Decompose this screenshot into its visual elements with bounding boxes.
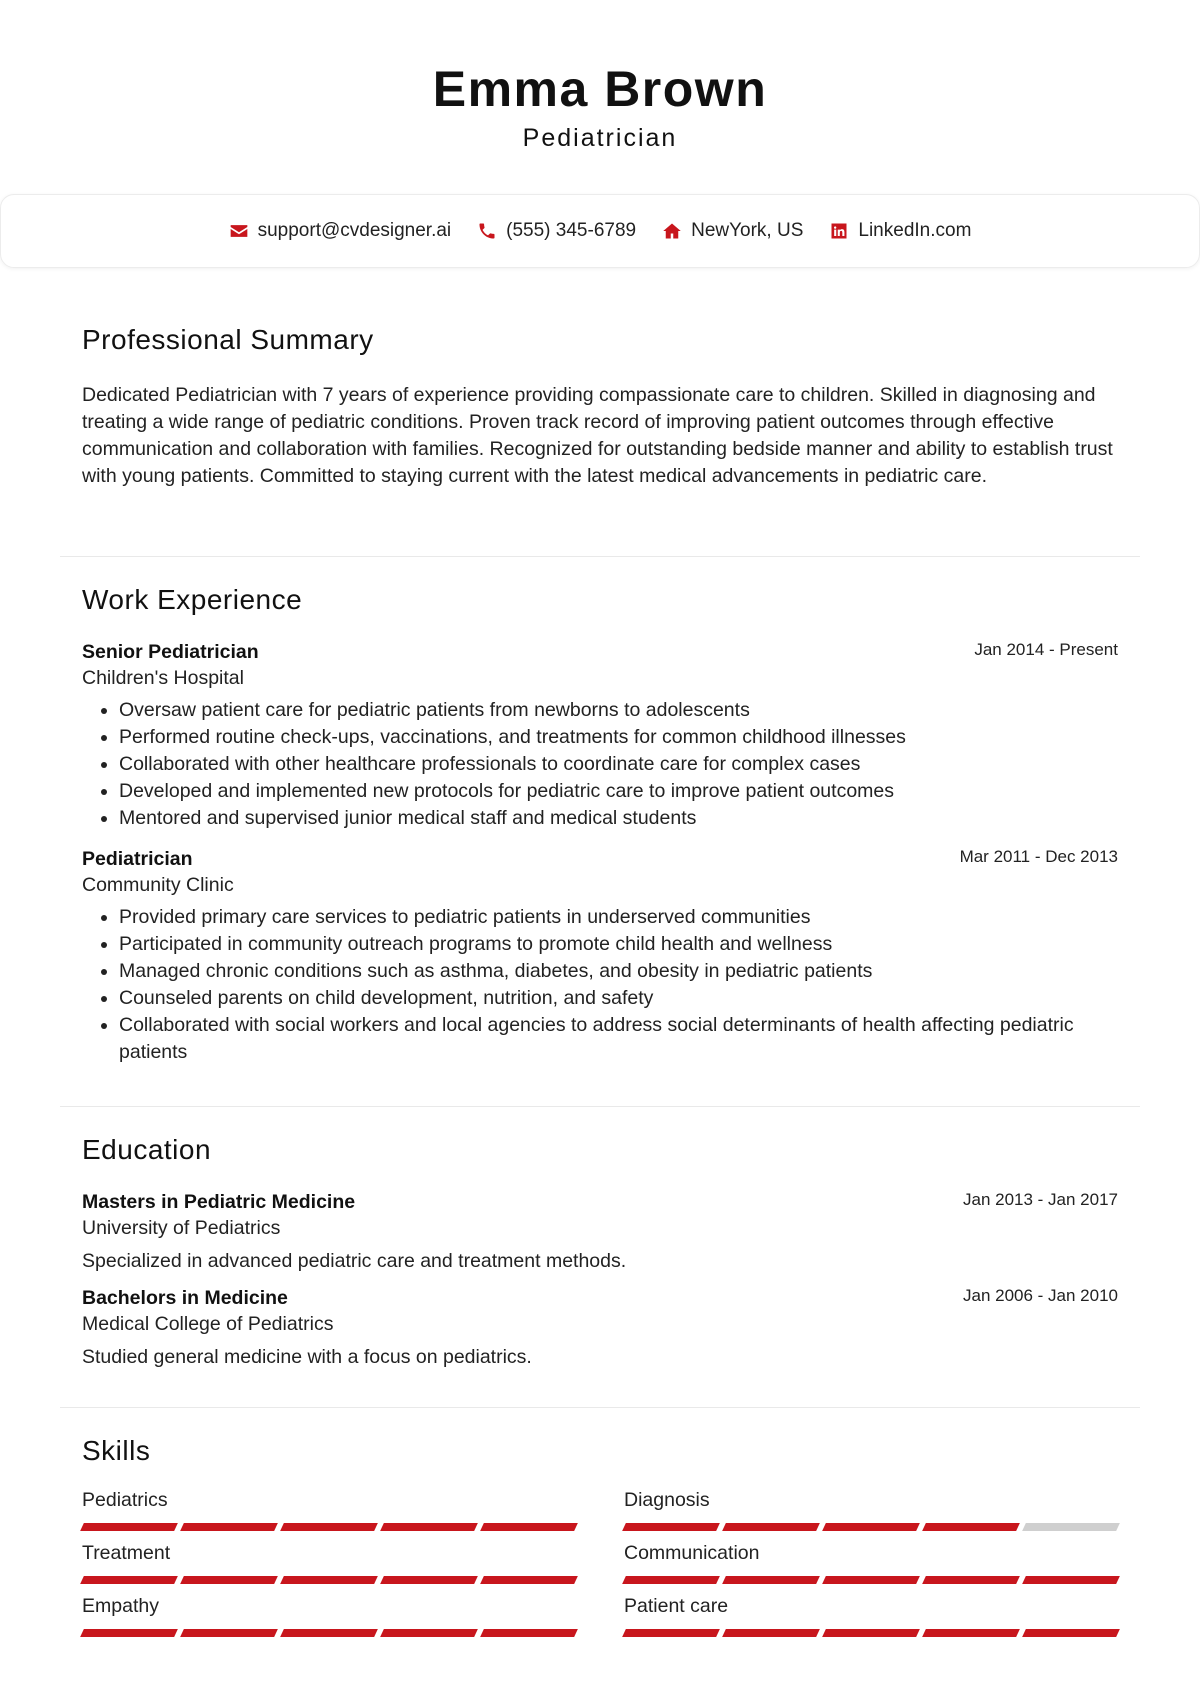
list-item: • Counseled parents on child development, nutrition, and safety bbox=[119, 985, 1118, 1012]
skill-segment-filled bbox=[622, 1576, 720, 1584]
job-bullets bbox=[82, 697, 1118, 832]
contact-phone[interactable] bbox=[477, 220, 636, 242]
skill-segment-filled bbox=[380, 1629, 478, 1637]
skill-segment-filled bbox=[280, 1629, 378, 1637]
list-item: • Developed and implemented new protocols for pediatric care to improve patient outcomes bbox=[119, 778, 1118, 805]
phone-icon bbox=[477, 221, 497, 241]
skill-segment-filled bbox=[1022, 1576, 1120, 1584]
contact-location bbox=[662, 220, 803, 242]
summary-section bbox=[60, 268, 1140, 557]
skill-segment-filled bbox=[722, 1629, 820, 1637]
skill-segment-filled bbox=[280, 1523, 378, 1531]
skill-item bbox=[624, 1540, 1118, 1584]
skill-segment-filled bbox=[822, 1576, 920, 1584]
skills-grid bbox=[82, 1487, 1118, 1637]
section-title: Education bbox=[82, 1134, 212, 1165]
contact-linkedin[interactable] bbox=[829, 220, 971, 242]
skill-level-bar bbox=[82, 1629, 576, 1637]
skill-segment-filled bbox=[180, 1523, 278, 1531]
skill-segment-filled bbox=[80, 1629, 178, 1637]
section-title: Professional Summary bbox=[82, 324, 374, 355]
envelope-icon bbox=[229, 221, 249, 241]
skill-segment-filled bbox=[480, 1523, 578, 1531]
skill-level-bar bbox=[624, 1629, 1118, 1637]
skill-name: Diagnosis bbox=[624, 1489, 710, 1511]
skill-segment-filled bbox=[480, 1576, 578, 1584]
skill-segment-filled bbox=[480, 1629, 578, 1637]
skill-segment-filled bbox=[380, 1523, 478, 1531]
job-organization: Children's Hospital bbox=[82, 667, 244, 689]
list-item: • Mentored and supervised junior medical staff and medical students bbox=[119, 805, 1118, 832]
skill-name: Pediatrics bbox=[82, 1489, 168, 1511]
job-title: Pediatrician bbox=[82, 848, 193, 870]
job-title: Senior Pediatrician bbox=[82, 641, 259, 663]
skill-segment-filled bbox=[822, 1523, 920, 1531]
education-entry bbox=[82, 1285, 1118, 1371]
skill-segment-filled bbox=[80, 1576, 178, 1584]
degree-title: Masters in Pediatric Medicine bbox=[82, 1191, 356, 1213]
candidate-title: Pediatrician bbox=[522, 124, 678, 152]
skill-segment-filled bbox=[922, 1576, 1020, 1584]
skill-item bbox=[82, 1540, 576, 1584]
education-date: Jan 2006 - Jan 2010 bbox=[962, 1286, 1118, 1305]
skill-name: Empathy bbox=[82, 1595, 159, 1617]
job-organization: Community Clinic bbox=[82, 874, 234, 896]
skill-segment-filled bbox=[80, 1523, 178, 1531]
skill-segment-empty bbox=[1022, 1523, 1120, 1531]
section-title: Work Experience bbox=[82, 584, 303, 615]
skill-level-bar bbox=[82, 1576, 576, 1584]
work-section bbox=[60, 557, 1140, 1107]
degree-title: Bachelors in Medicine bbox=[82, 1287, 288, 1309]
education-description: Specialized in advanced pediatric care and treatment methods. bbox=[82, 1250, 627, 1272]
skill-segment-filled bbox=[622, 1523, 720, 1531]
education-section bbox=[60, 1107, 1140, 1408]
list-item: • Oversaw patient care for pediatric patients from newborns to adolescents bbox=[119, 697, 1118, 724]
job-date: Jan 2014 - Present bbox=[974, 640, 1118, 659]
location-text: NewYork, US bbox=[691, 220, 804, 241]
school-name: University of Pediatrics bbox=[82, 1217, 281, 1239]
skill-segment-filled bbox=[922, 1629, 1020, 1637]
section-title: Skills bbox=[82, 1435, 151, 1466]
skill-segment-filled bbox=[922, 1523, 1020, 1531]
skill-segment-filled bbox=[380, 1576, 478, 1584]
list-item: • Provided primary care services to pediatric patients in underserved communities bbox=[119, 904, 1118, 931]
education-entry bbox=[82, 1189, 1118, 1275]
job-entry bbox=[82, 846, 1118, 1066]
skill-segment-filled bbox=[722, 1576, 820, 1584]
skill-segment-filled bbox=[1022, 1629, 1120, 1637]
skill-name: Communication bbox=[624, 1542, 760, 1564]
skill-segment-filled bbox=[280, 1576, 378, 1584]
skill-item bbox=[82, 1487, 576, 1531]
list-item: • Collaborated with other healthcare professionals to coordinate care for complex cases bbox=[119, 751, 1118, 778]
linkedin-text: LinkedIn.com bbox=[858, 220, 972, 241]
phone-text: (555) 345-6789 bbox=[506, 220, 637, 241]
education-description: Studied general medicine with a focus on pediatrics. bbox=[82, 1346, 532, 1368]
list-item: • Performed routine check-ups, vaccinations, and treatments for common childhood illnesses bbox=[119, 724, 1118, 751]
job-bullets bbox=[82, 904, 1118, 1066]
email-text: support@cvdesigner.ai bbox=[257, 220, 452, 241]
skill-segment-filled bbox=[822, 1629, 920, 1637]
skill-level-bar bbox=[82, 1523, 576, 1531]
list-item: • Collaborated with social workers and local agencies to address social determinants of health affecting pediatric patients bbox=[119, 1012, 1118, 1066]
home-icon bbox=[662, 221, 682, 241]
skill-item bbox=[624, 1593, 1118, 1637]
job-date: Mar 2011 - Dec 2013 bbox=[959, 847, 1118, 866]
skill-segment-filled bbox=[622, 1629, 720, 1637]
list-item: • Participated in community outreach programs to promote child health and wellness bbox=[119, 931, 1118, 958]
skill-segment-filled bbox=[180, 1576, 278, 1584]
skill-item bbox=[624, 1487, 1118, 1531]
contact-email[interactable] bbox=[229, 220, 452, 242]
skill-name: Patient care bbox=[624, 1595, 729, 1617]
resume-header bbox=[0, 0, 1200, 154]
skill-level-bar bbox=[624, 1576, 1118, 1584]
list-item: • Managed chronic conditions such as asthma, diabetes, and obesity in pediatric patients bbox=[119, 958, 1118, 985]
skill-item bbox=[82, 1593, 576, 1637]
skill-name: Treatment bbox=[82, 1542, 171, 1564]
job-entry bbox=[82, 639, 1118, 832]
summary-text: Dedicated Pediatrician with 7 years of experience providing compassionate care to children. Skilled in diagnosing and treating a wide range of pediatric conditions. Proven track record of improving patient outcomes through effective communication and collaboration with families. Recognized for outstanding bedside manner and ability to establish trust with young patients. Committed to staying current with the latest medical advancements in pediatric care. bbox=[82, 384, 1113, 487]
linkedin-icon bbox=[829, 221, 849, 241]
skill-segment-filled bbox=[180, 1629, 278, 1637]
candidate-name: Emma Brown bbox=[432, 61, 768, 117]
school-name: Medical College of Pediatrics bbox=[82, 1313, 334, 1335]
skill-level-bar bbox=[624, 1523, 1118, 1531]
contact-bar bbox=[0, 194, 1200, 268]
skill-segment-filled bbox=[722, 1523, 820, 1531]
education-date: Jan 2013 - Jan 2017 bbox=[962, 1190, 1118, 1209]
skills-section bbox=[60, 1408, 1140, 1637]
